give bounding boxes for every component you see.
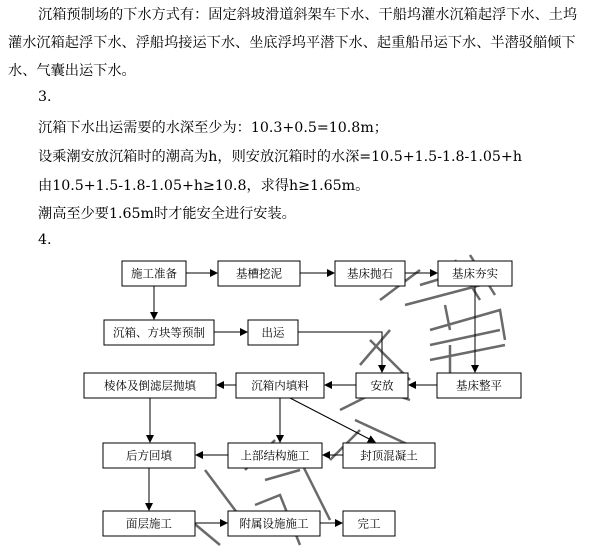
node-backfill (103, 443, 195, 468)
svg-text:出运: 出运 (261, 325, 285, 340)
item-number-3: 3. (38, 89, 52, 105)
svg-text:沉箱、方块等预制: 沉箱、方块等预制 (113, 325, 205, 340)
svg-text:基床整平: 基床整平 (456, 378, 502, 393)
svg-text:安放: 安放 (370, 378, 394, 393)
svg-text:完工: 完工 (357, 516, 381, 531)
node-level (437, 373, 521, 398)
paragraph-1-line-2: 灌水沉箱起浮下水、浮船坞接运下水、坐底浮坞平潜下水、起重船吊运下水、半潜驳艏倾下 (8, 35, 576, 51)
svg-text:附属设施施工: 附属设施施工 (239, 516, 309, 531)
node-install (356, 373, 408, 398)
item-number-4: 4. (38, 232, 52, 248)
node-fill (236, 373, 324, 398)
svg-text:基床抛石: 基床抛石 (347, 266, 393, 281)
svg-text:后方回填: 后方回填 (126, 448, 172, 463)
svg-text:棱体及倒滤层抛填: 棱体及倒滤层抛填 (104, 378, 196, 393)
answer-3-line-3: 由10.5+1.5-1.8-1.05+h≥10.8，求得h≥1.65m。 (38, 178, 370, 194)
svg-text:施工准备: 施工准备 (131, 266, 177, 281)
node-prep (122, 261, 186, 286)
node-trench (218, 261, 300, 286)
node-backfill-filter (84, 373, 216, 398)
svg-text:基槽挖泥: 基槽挖泥 (236, 266, 282, 281)
svg-text:面层施工: 面层施工 (126, 516, 172, 531)
answer-3-line-1: 沉箱下水出运需要的水深至少为：10.3+0.5=10.8m； (38, 120, 388, 136)
node-surface (103, 511, 195, 536)
node-superstructure (228, 443, 322, 468)
svg-text:封顶混凝土: 封顶混凝土 (360, 448, 418, 463)
svg-text:沉箱内填料: 沉箱内填料 (251, 378, 309, 393)
node-transport (248, 320, 298, 345)
answer-3-line-2: 设乘潮安放沉箱时的潮高为h，则安放沉箱时的水深=10.5+1.5-1.8-1.05+h (38, 149, 522, 165)
paragraph-1-line-1: 沉箱预制场的下水方式有：固定斜坡滑道斜架车下水、干船坞灌水沉箱起浮下水、土坞 (38, 7, 578, 23)
node-complete (343, 511, 395, 536)
node-prefab (104, 320, 214, 345)
node-ancillary (228, 511, 320, 536)
paragraph-1-line-3: 水、气囊出运下水。 (8, 63, 136, 79)
node-seal-concrete (343, 443, 435, 468)
answer-3-line-4: 潮高至少要1.65m时才能安全进行安装。 (38, 206, 296, 222)
svg-text:上部结构施工: 上部结构施工 (240, 448, 310, 463)
svg-text:基床夯实: 基床夯实 (452, 266, 498, 281)
